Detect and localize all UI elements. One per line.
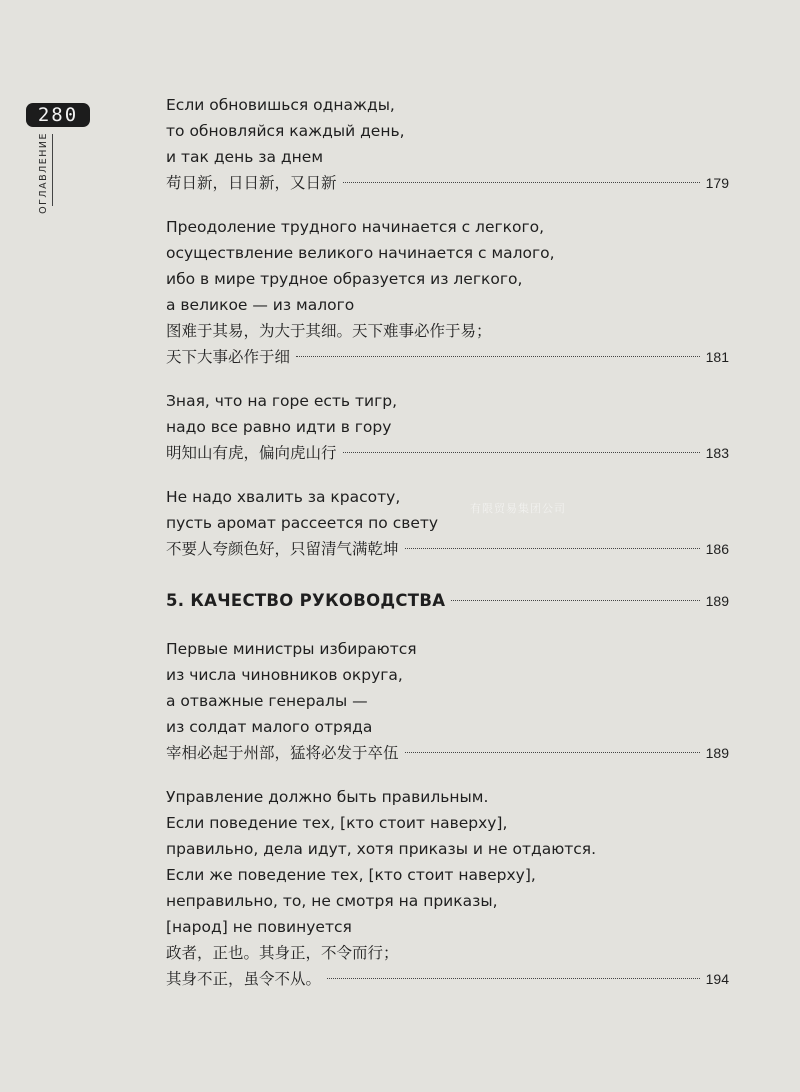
dot-leader (343, 452, 700, 453)
entry-line: и так день за днем (166, 148, 324, 166)
entry-line: Если поведение тех, [кто стоит наверху], (166, 814, 508, 832)
entry-leader-row (166, 440, 729, 466)
toc-entry[interactable] (166, 388, 729, 466)
entry-line: пусть аромат рассеется по свету (166, 514, 439, 532)
entry-chinese-text: 天下大事必作于细 (166, 348, 291, 366)
toc-entry[interactable] (166, 92, 729, 196)
entry-page-number: 181 (705, 349, 729, 365)
entry-line: ибо в мире трудное образуется из легкого, (166, 270, 523, 288)
watermark: 有限贸易集团公司 (470, 502, 566, 515)
entry-line: осуществление великого начинается с малого, (166, 244, 555, 262)
page-number: 280 (26, 103, 90, 127)
entry-line: Зная, что на горе есть тигр, (166, 392, 397, 410)
toc-entry[interactable] (166, 214, 729, 370)
entry-leader-row (166, 344, 729, 370)
toc-section-heading[interactable] (166, 588, 729, 614)
entry-line: то обновляйся каждый день, (166, 122, 405, 140)
dot-leader (296, 356, 700, 357)
side-divider (52, 134, 53, 206)
entry-page-number: 186 (705, 541, 729, 557)
dot-leader (405, 548, 700, 549)
entry-page-number: 189 (705, 745, 729, 761)
entry-chinese-text: 明知山有虎，偏向虎山行 (166, 444, 337, 462)
entry-line: надо все равно идти в гору (166, 418, 392, 436)
entry-line: Если обновишься однажды, (166, 96, 395, 114)
entry-chinese-text: 苟日新，日日新，又日新 (166, 174, 337, 192)
dot-leader (405, 752, 700, 753)
entry-page-number: 183 (705, 445, 729, 461)
entry-chinese-line: 图难于其易，为大于其细。天下难事必作于易； (166, 322, 492, 340)
entry-line: Первые министры избираются (166, 640, 417, 658)
entry-line: Управление должно быть правильным. (166, 788, 489, 806)
entry-chinese-text: 不要人夸颜色好，只留清气满乾坤 (166, 540, 399, 558)
entry-line: правильно, дела идут, хотя приказы и не отдаются. (166, 840, 597, 858)
entry-line: а отважные генералы — (166, 692, 368, 710)
entry-leader-row (166, 740, 729, 766)
entry-line: Преодоление трудного начинается с легкого, (166, 218, 545, 236)
entry-chinese-text: 其身不正，虽令不从。 (166, 970, 322, 988)
toc-entry[interactable] (166, 784, 729, 992)
dot-leader (451, 600, 699, 601)
entry-line: из числа чиновников округа, (166, 666, 403, 684)
entry-line: Не надо хвалить за красоту, (166, 488, 401, 506)
section-title: 5. КАЧЕСТВО РУКОВОДСТВА (166, 591, 446, 610)
entry-line: [народ] не повинуется (166, 918, 352, 936)
entry-leader-row (166, 170, 729, 196)
entry-leader-row (166, 966, 729, 992)
toc-content (166, 92, 729, 1010)
entry-leader-row (166, 536, 729, 562)
entry-line: из солдат малого отряда (166, 718, 373, 736)
entry-page-number: 179 (705, 175, 729, 191)
entry-chinese-text: 宰相必起于州部，猛将必发于卒伍 (166, 744, 399, 762)
section-page-number: 189 (705, 593, 729, 609)
entry-line: неправильно, то, не смотря на приказы, (166, 892, 498, 910)
toc-entry[interactable] (166, 484, 729, 562)
section-side-label: ОГЛАВЛЕНИЕ (38, 132, 49, 214)
toc-entry[interactable] (166, 636, 729, 766)
entry-line: а великое — из малого (166, 296, 355, 314)
entry-page-number: 194 (705, 971, 729, 987)
dot-leader (343, 182, 700, 183)
entry-chinese-line: 政者，正也。其身正，不令而行； (166, 944, 399, 962)
dot-leader (327, 978, 700, 979)
entry-line: Если же поведение тех, [кто стоит наверху], (166, 866, 536, 884)
